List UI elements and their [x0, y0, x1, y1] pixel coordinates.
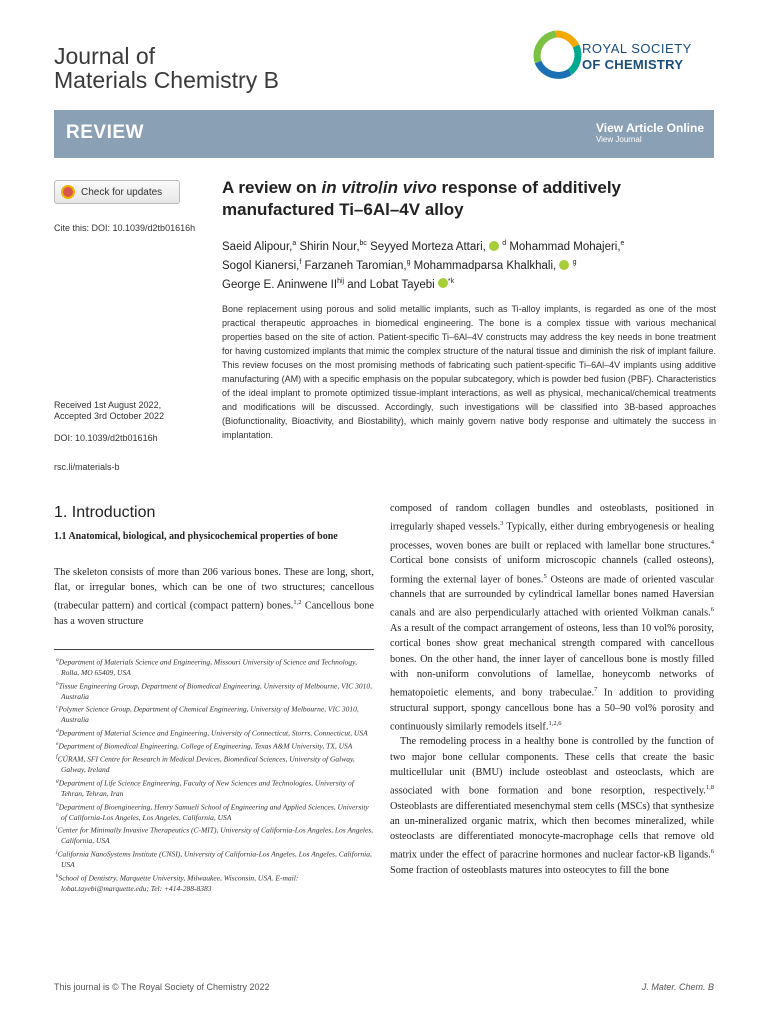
article-type-banner [54, 110, 714, 158]
intro-right-column: composed of random collagen bundles and osteoblasts, positioned in irregularly shaped vessels.$^3$ Typically, either during embryogenesis or healing processes, woven bones are built or replaced with lamellar bone structures.$^4$ Cortical bone consists of uniform microscopic channels (called osteons), forming the external layer of bones.$^5$ Osteons are made of oriented vascular channels that are surrounded by cylindrical lamellar bones named Haversian canals and are also perpendicularly attached with oriented Volkman canals.$^6$ As a result of the compact arrangement of osteons, less than 10 vol% porosity, cortical bones show great mechanical strength compared with cancellous bones. On the other hand, the inner layer of cancellous bone is mostly filled with non-uniform convolutions of lamellae, honeycomb networks of hematopoietic elements, and bony trabeculae.$^7$ In addition to providing structural support, spongy cancellous bone has a 50–90 vol% porosity and continuously similarly remodels itself.$^{1,2,6}$ The remodeling process in a healthy bone is controlled by the function of two major bone cellular components. These cells that create the basic multicellular unit (BMU) include osteoblast and osteoclasts, which are associated with bone formation and bone resorption, respectively.$^{1,8}$ Osteoblasts are differentiated mesenchymal stem cells (MSCs) that synthesize an un-mineralized organic matrix, which then becomes mineralized, while osteoclasts are differentiated monocyte-macrophage cells that remove old matrix under the effect of paracrine hormones and nuclear factor-κB ligands.$^6$ Some fraction of osteoblasts matures into osteocytes to fill the bone [390, 503, 714, 876]
affiliation-marker: k [56, 872, 59, 879]
crossmark-icon [61, 185, 75, 199]
received-date: Received 1st August 2022, [54, 400, 162, 410]
affiliation-marker: g [56, 777, 59, 784]
affiliation-marker: i [56, 825, 58, 832]
intro-left-column: The skeleton consists of more than 206 various bones. These are long, short, flat, or irregular bones, which can be one of two structures; cancellous (trabecular pattern) and cortical (compact pattern) bones.$^{1,2}$ Cancellous bone has a woven structure [54, 567, 374, 628]
affiliation-text: Department of Materials Science and Engineering, Missouri University of Science and Technology, Rolla, MO 65409, USA [58, 657, 357, 678]
affiliation-text: California NanoSystems Institute (CNSI), University of California-Los Angeles, Los Angeles, California, USA [57, 849, 372, 870]
article-title: A review on in vitro/in vivo response of additively manufactured Ti–6Al–4V alloy [222, 178, 622, 219]
affiliation-marker: f [56, 754, 58, 761]
doi: DOI: 10.1039/d2tb01616h [54, 433, 158, 443]
view-journal-link[interactable]: View Journal [595, 135, 642, 144]
affiliation-text: Department of Life Science Engineering, Faculty of New Sciences and Technologies, University of Tehran, Tehran, Iran [58, 778, 354, 799]
affiliation-item [54, 800, 374, 824]
publisher-line2: OF CHEMISTRY [582, 57, 684, 72]
orcid-icon[interactable] [489, 241, 499, 251]
affiliation-item [54, 776, 374, 800]
author-list: Saeid Alipour,$^a$ Shirin Nour,$^{bc}$ Seyyed Morteza Attari, $^d$ Mohammad Mohajeri,$^e$ Sogol Kianersi,$^f$ Farzaneh Taromian,$^g$ Mohammadparsa Khalkhali, $^g$ George E. Aninwene $II^{hij}$ and Lobat Tayebi $^{*k}$ [222, 240, 625, 291]
affiliation-text: CÚRAM, SFI Centre for Research in Medical Devices, Biomedical Sciences, University of Galway, Galway, Ireland [57, 754, 355, 775]
footnote-divider [54, 649, 374, 650]
affiliation-marker: d [56, 728, 59, 735]
journal-url-link[interactable]: rsc.li/materials-b [54, 462, 120, 472]
affiliation-item [54, 823, 374, 847]
orcid-icon[interactable] [559, 260, 569, 270]
journal-title-line2: Materials Chemistry B [54, 67, 279, 93]
affiliation-marker: j [56, 849, 58, 855]
article-type-label: REVIEW [66, 122, 144, 143]
section-heading: 1. Introduction [54, 504, 156, 521]
cite-this: Cite this: DOI: 10.1039/d2tb01616h [54, 223, 196, 233]
view-article-online-link[interactable]: View Article Online [595, 121, 704, 135]
affiliation-item [54, 739, 374, 752]
affiliation-marker: a [56, 657, 59, 663]
check-updates-label: Check for updates [81, 186, 163, 198]
affiliation-text: Polymer Science Group, Department of Chemical Engineering, University of Melbourne, VIC 3010, Australia [58, 704, 359, 725]
affiliation-text: School of Dentistry, Marquette University, Milwaukee, Wisconsin, USA. E-mail: lobat.tayebi@marquette.edu; Tel: +414-288-8383 [58, 873, 299, 893]
journal-title [54, 44, 279, 92]
affiliation-text: Department of Biomedical Engineering, College of Engineering, Texas A&M University, TX, USA [58, 741, 353, 751]
affiliation-text: Tissue Engineering Group, Department of Biomedical Engineering, University of Melbourne, VIC 3010, Australia [58, 681, 372, 701]
affiliation-item [54, 752, 374, 776]
affiliation-item [54, 702, 374, 726]
affiliation-text: Center for Minimally Invasive Therapeutics (C-MIT), University of California-Los Angeles, Los Angeles, California, USA [57, 825, 374, 846]
affiliation-text: Department of Material Science and Engineering, University of Connecticut, Storrs, Connecticut, USA [58, 728, 368, 738]
affiliation-marker: h [56, 801, 59, 808]
affiliation-marker: b [56, 680, 59, 687]
accepted-date: Accepted 3rd October 2022 [54, 411, 165, 421]
affiliation-item [54, 679, 374, 703]
affiliations [54, 655, 374, 894]
view-article-links [596, 121, 704, 144]
orcid-icon[interactable] [438, 278, 448, 288]
abstract: Bone replacement using porous and solid metallic implants, such as Ti-alloy implants, is regarded as one of the most practical therapeutic approaches in biomedical engineering. The bone is a complex tissue with various mechanical properties based on the site of action. Patient-specific Ti–6Al–4V constructs may address the key needs in bone treatment for having customized implants that mimic the complex structure of the natural tissue and diminish the risk of implant failure. This review focuses on the most promising methods of fabricating such patient-specific Ti–6Al–4V implants using additive manufacturing (AM) with a specific emphasis on the popular subcategory, which is powder bed fusion (PBF). Characteristics of the ideal implant to promote optimized tissue-implant interactions, as well as physical, mechanical/chemical treatments and modifications will be discussed. Accordingly, such investigations will be classified into 3B-based approaches (Biofunctionality, Bioactivity, and Biostability), which mainly govern native body response and ultimately the success in implantation. [222, 304, 716, 440]
publisher-line1: ROYAL SOCIETY [582, 41, 692, 56]
affiliation-item [54, 871, 374, 895]
affiliation-text: Department of Bioengineering, Henry Samueli School of Engineering and Applied Sciences, University of California-Los Angeles, Los Angeles, California, USA [58, 802, 369, 822]
subsection-heading: 1.1 Anatomical, biological, and physicochemical properties of bone [54, 531, 338, 542]
affiliation-marker: c [56, 704, 59, 711]
affiliation-item [54, 726, 374, 739]
affiliation-item [54, 655, 374, 679]
footer-journal-abbrev: J. Mater. Chem. B [641, 982, 714, 992]
footer-copyright: This journal is © The Royal Society of Chemistry 2022 [54, 982, 270, 992]
affiliation-item [54, 847, 374, 871]
affiliation-marker: e [56, 741, 59, 748]
check-updates-button[interactable] [54, 180, 180, 204]
journal-title-line1: Journal of [54, 43, 156, 69]
publisher-name [582, 41, 692, 73]
